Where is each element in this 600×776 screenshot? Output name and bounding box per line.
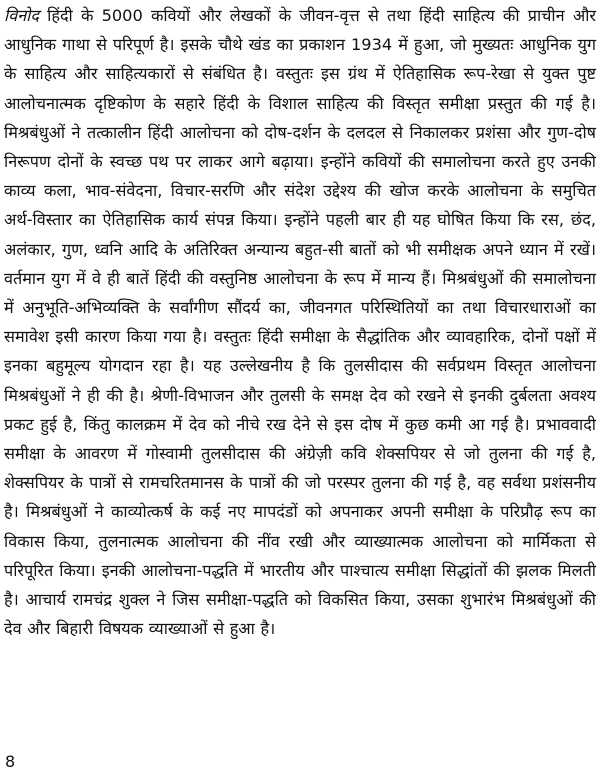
body-paragraph [4,0,596,643]
lead-word: विनोद [4,6,39,25]
page-number: 8 [5,752,16,771]
paragraph-text: हिंदी के 5000 कवियों और लेखकों के जीवन-वृत्त से तथा हिंदी साहित्य की प्राचीन और आधुनिक गाथा से परिपूर्ण है। इसके चौथे खंड का प्रकाशन 1934 में हुआ, जो मुख्यतः आधुनिक युग के साहित्य और साहित्यकारों से संबंधित है। वस्तुतः इस ग्रंथ में ऐतिहासिक रूप-रेखा से युक्त पुष्ट आलोचनात्मक दृष्टिकोण के सहारे हिंदी के विशाल साहित्य की विस्तृत समीक्षा प्रस्तुत की गई है। मिश्रबंधुओं ने तत्कालीन हिंदी आलोचना को दोष-दर्शन के दलदल से निकालकर प्रशंसा और गुण-दोष निरूपण दोनों के स्वच्छ पथ पर लाकर आगे बढ़ाया। इन्होंने कवियों की समालोचना करते हुए उनकी काव्य कला, भाव-संवेदना, विचार-सरणि और संदेश उद्देश्य की खोज करके आलोचना के समुचित अर्थ-विस्तार का ऐतिहासिक कार्य संपन्न किया। इन्होंने पहली बार ही यह घोषित किया कि रस, छंद, अलंकार, गुण, ध्वनि आदि के अतिरिक्त अन्यान्य बहुत-सी बातों को भी समीक्षक अपने ध्यान में रखें। वर्तमान युग में वे ही बातें हिंदी की वस्तुनिष्ठ आलोचना के रूप में मान्य हैं। मिश्रबंधुओं की समालोचना में अनुभूति-अभिव्यक्ति के सर्वांगीण सौंदर्य का, जीवनगत परिस्थितियों का तथा विचारधाराओं का समावेश इसी कारण किया गया है। वस्तुतः हिंदी समीक्षा के सैद्धांतिक और व्यावहारिक, दोनों पक्षों में इनका बहुमूल्य योगदान रहा है। यह उल्लेखनीय है कि तुलसीदास की सर्वप्रथम विस्तृत आलोचना मिश्रबंधुओं ने ही की है। श्रेणी-विभाजन और तुलसी के समक्ष देव को रखने से इनकी दुर्बलता अवश्य प्रकट हुई है, किंतु कालक्रम में देव को नीचे रख देने से इस दोष में कुछ कमी आ गई है। प्रभाववादी समीक्षा के आवरण में गोस्वामी तुलसीदास की अंग्रेज़ी कवि शेक्सपियर से जो तुलना की गई है, शेक्सपियर के पात्रों से रामचरितमानस के पात्रों की जो परस्पर तुलना की गई है, वह सर्वथा प्रशंसनीय है। मिश्रबंधुओं ने काव्योत्कर्ष के कई नए मापदंडों को अपनाकर अपनी समीक्षा के परिप्रौढ़ रूप का विकास किया, तुलनात्मक आलोचना की नींव रखी और व्याख्यात्मक आलोचना को मार्मिकता से परिपूरित किया। इनकी आलोचना-पद्धति में भारतीय और पाश्चात्य समीक्षा सिद्धांतों की झलक मिलती है। आचार्य रामचंद्र शुक्ल ने जिस समीक्षा-पद्धति को विकसित किया, उसका शुभारंभ मिश्रबंधुओं की देव और बिहारी विषयक व्याख्याओं से हुआ है। [4,6,596,639]
